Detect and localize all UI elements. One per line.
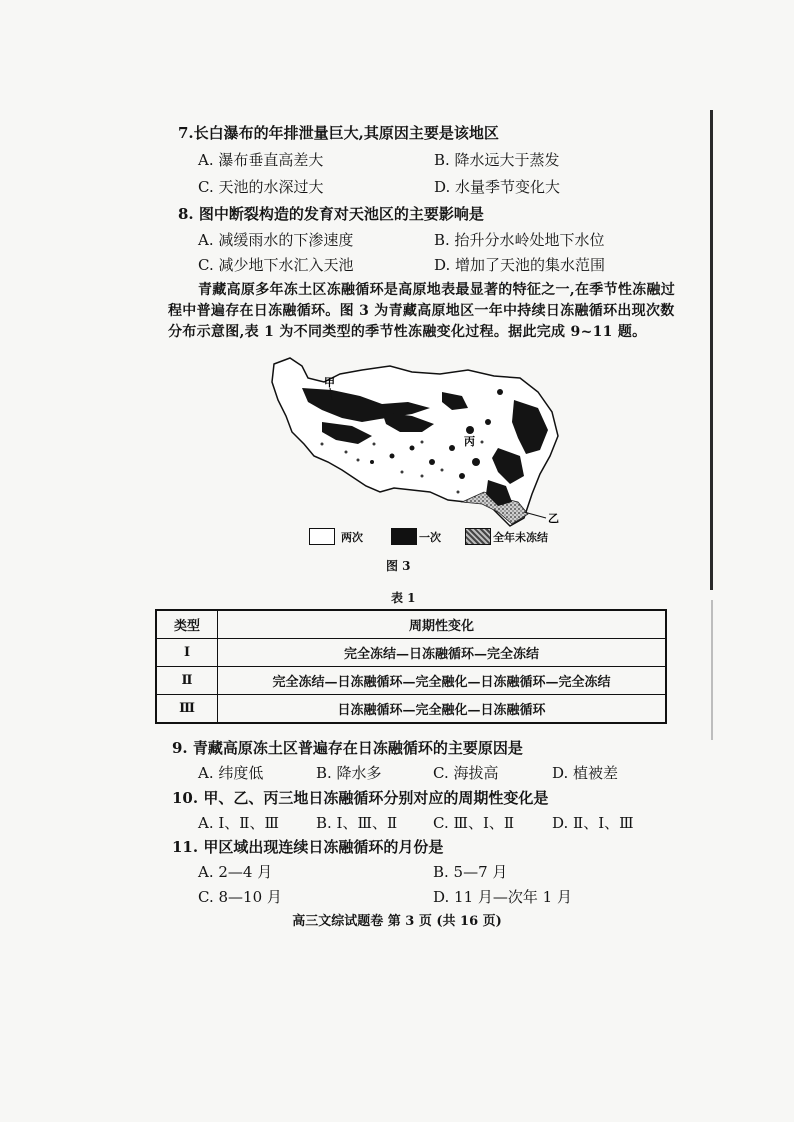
q10-option-b: B. Ⅰ、Ⅲ、Ⅱ [316,814,398,832]
q8-option-d: D. 增加了天池的集水范围 [434,256,606,274]
page-footer: 高三文综试题卷 第 3 页 (共 16 页) [292,914,502,929]
table-cell-change: 完全冻结—日冻融循环—完全融化—日冻融循环—完全冻结 [218,667,667,695]
legend-once-label: 一次 [419,531,441,544]
table-header-row [156,610,666,639]
table-header-type: 类型 [156,610,218,639]
scan-edge-line [711,600,713,740]
table-row [156,667,666,695]
question-7-stem: 7.长白瀑布的年排泄量巨大,其原因主要是该地区 [178,124,499,142]
table-cell-type: Ⅱ [156,667,218,695]
map-figure [262,352,562,530]
table-row [156,639,666,667]
q9-option-b: B. 降水多 [316,764,382,782]
legend-once-swatch [391,528,417,545]
legend-unfrozen-swatch [465,528,491,545]
table-row [156,695,666,724]
q10-option-d: D. Ⅱ、Ⅰ、Ⅲ [552,814,634,832]
q10-option-a: A. Ⅰ、Ⅱ、Ⅲ [198,814,279,832]
q11-option-c: C. 8—10 月 [198,888,282,906]
legend-twice-swatch [309,528,335,545]
figure-caption: 图 3 [386,559,411,573]
q10-option-c: C. Ⅲ、Ⅰ、Ⅱ [433,814,515,832]
table-header-change: 周期性变化 [218,610,667,639]
question-11-stem: 11. 甲区域出现连续日冻融循环的月份是 [172,838,444,856]
label-jia: 甲 [324,376,335,389]
freeze-thaw-table [155,609,667,724]
question-9-stem: 9. 青藏高原冻土区普遍存在日冻融循环的主要原因是 [172,739,523,757]
q7-option-d: D. 水量季节变化大 [434,178,561,196]
tibet-plateau-map [262,352,562,530]
q11-option-a: A. 2—4 月 [198,863,273,881]
q9-option-d: D. 植被差 [552,764,619,782]
legend-unfrozen-label: 全年未冻结 [493,531,548,544]
table-cell-change: 日冻融循环—完全融化—日冻融循环 [218,695,667,724]
q8-option-b: B. 抬升分水岭处地下水位 [434,231,605,249]
q11-option-d: D. 11 月—次年 1 月 [433,888,572,906]
scan-edge-line [710,110,713,590]
q8-option-c: C. 减少地下水汇入天池 [198,256,354,274]
q7-option-b: B. 降水远大于蒸发 [434,151,560,169]
q11-option-b: B. 5—7 月 [433,863,508,881]
q7-option-c: C. 天池的水深过大 [198,178,324,196]
leader-line-yi [524,512,546,518]
table-cell-type: Ⅰ [156,639,218,667]
table-cell-type: Ⅲ [156,695,218,724]
q8-option-a: A. 减缓雨水的下渗速度 [198,231,354,249]
label-bing: 丙 [464,435,475,448]
reading-passage: 青藏高原多年冻土区冻融循环是高原地表最显著的特征之一,在季节性冻融过程中普遍存在日冻融循环。图 3 为青藏高原地区一年中持续日冻融循环出现次数分布示意图,表 1 为不同类型的季节性冻融变化过程。据此完成 9~11 题。 [168,282,676,340]
table-caption: 表 1 [391,591,416,605]
legend-twice-label: 两次 [341,531,363,544]
question-8-stem: 8. 图中断裂构造的发育对天池区的主要影响是 [178,205,484,223]
q9-option-c: C. 海拔高 [433,764,499,782]
table-cell-change: 完全冻结—日冻融循环—完全冻结 [218,639,667,667]
q7-option-a: A. 瀑布垂直高差大 [198,151,324,169]
question-10-stem: 10. 甲、乙、丙三地日冻融循环分别对应的周期性变化是 [172,789,549,807]
label-yi: 乙 [548,512,559,525]
plateau-outline [272,358,558,526]
q9-option-a: A. 纬度低 [198,764,264,782]
